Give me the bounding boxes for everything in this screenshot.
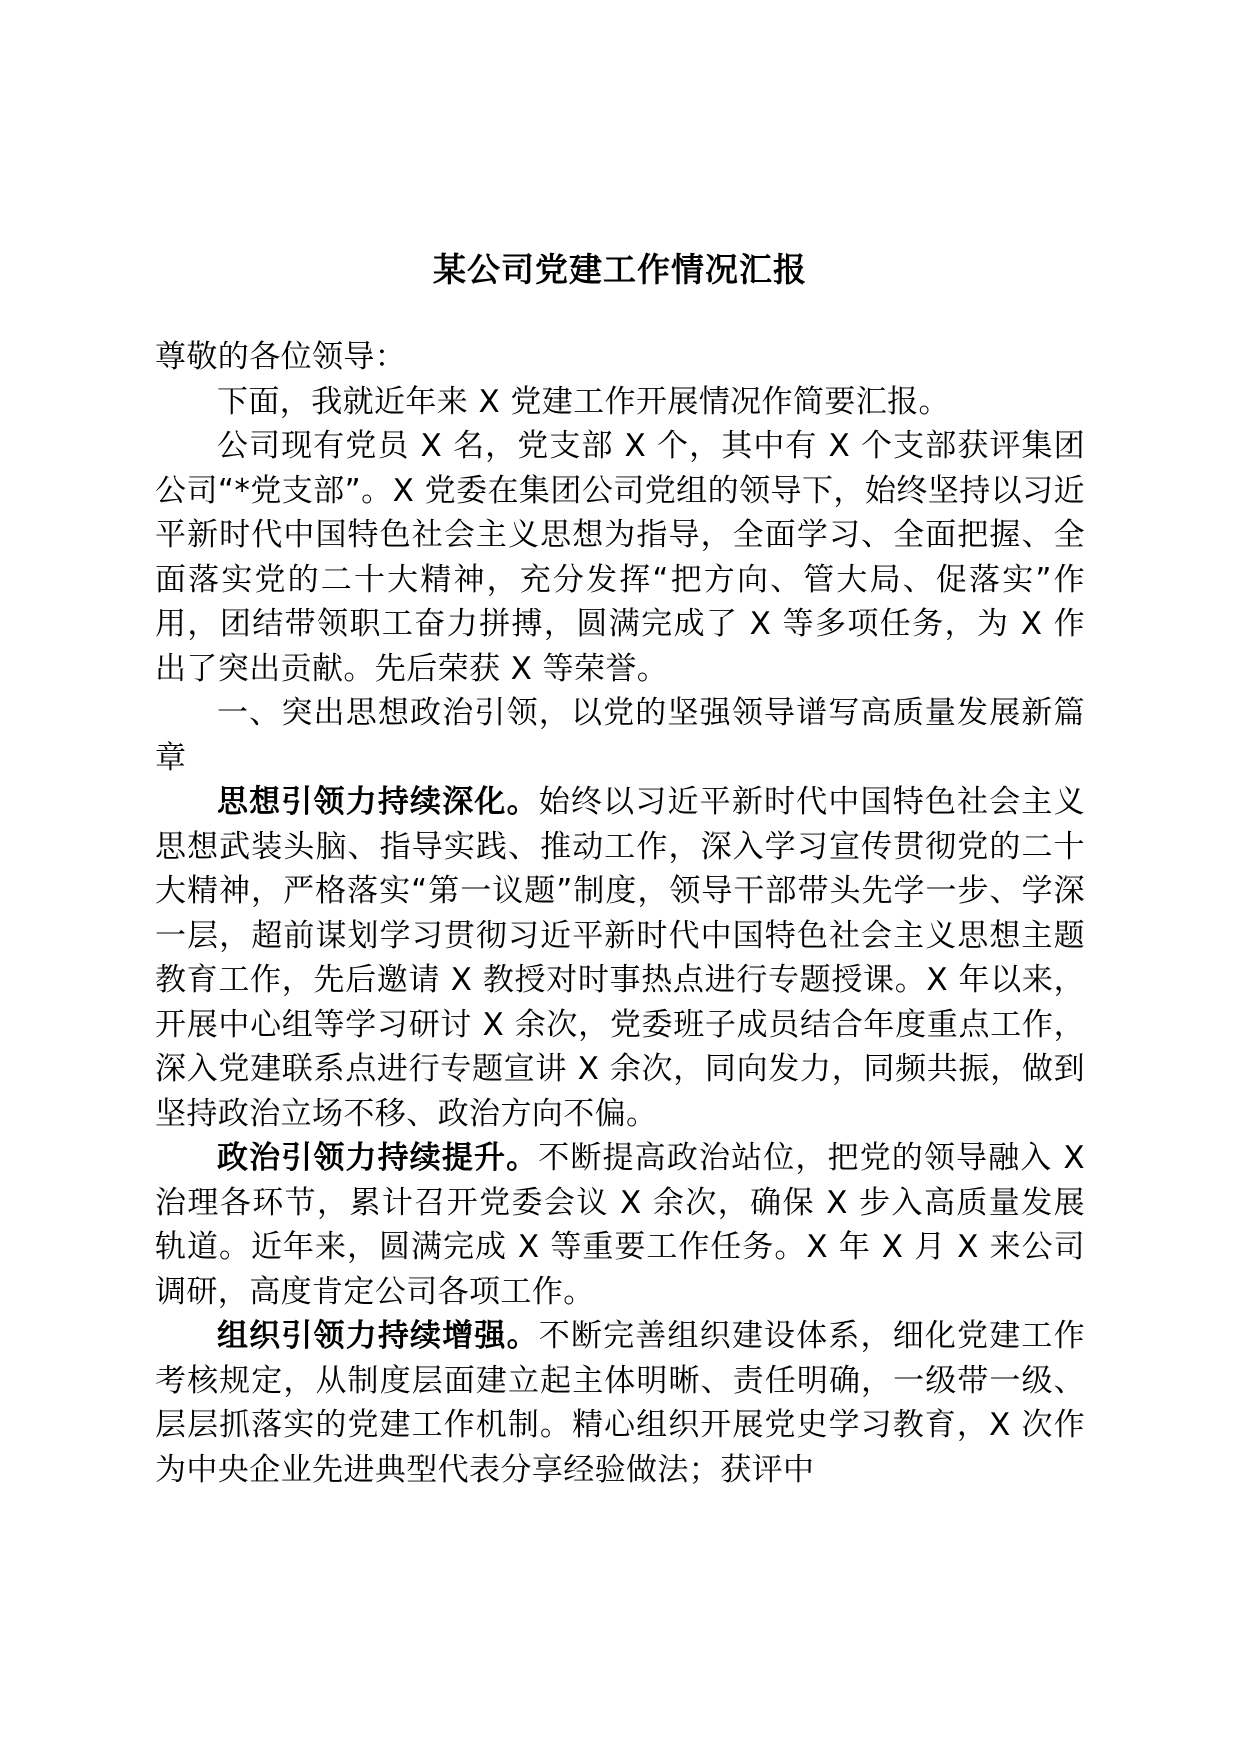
document-body: [155, 335, 1085, 1492]
paragraph-text: 始终以习近平新时代中国特色社会主义思想武装头脑、指导实践、推动工作，深入学习宣传贯彻党的二十大精神，严格落实“第一议题”制度，领导干部带头先学一步、学深一层，超前谋划学习贯彻习近平新时代中国特色社会主义思想主题教育工作，先后邀请 X 教授对时事热点进行专题授课。X 年以来，开展中心组等学习研讨 X 余次，党委班子成员结合年度重点工作，深入党建联系点进行专题宣讲 X 余次，同向发力，同频共振，做到坚持政治立场不移、政治方向不偏。: [155, 784, 1085, 1132]
paragraph-lead-bold: 思想引领力持续深化。: [217, 784, 539, 820]
paragraph-thought: [155, 780, 1085, 1136]
paragraph-political: [155, 1136, 1085, 1314]
paragraph-lead-bold: 政治引领力持续提升。: [217, 1140, 539, 1176]
section-heading: 一、突出思想政治引领，以党的坚强领导谱写高质量发展新篇章: [155, 695, 1085, 776]
paragraph-text: 不断完善组织建设体系，细化党建工作考核规定，从制度层面建立起主体明晰、责任明确，一级带一级、层层抓落实的党建工作机制。精心组织开展党史学习教育，X 次作为中央企业先进典型代表分享经验做法；获评中: [155, 1318, 1085, 1488]
paragraph-overview: 公司现有党员 X 名，党支部 X 个，其中有 X 个支部获评集团公司“*党支部”。X 党委在集团公司党组的领导下，始终坚持以习近平新时代中国特色社会主义思想为指导，全面学习、全面把握、全面落实党的二十大精神，充分发挥“把方向、管大局、促落实”作用，团结带领职工奋力拼搏，圆满完成了 X 等多项任务，为 X 作出了突出贡献。先后荣获 X 等荣誉。: [155, 428, 1085, 687]
paragraph-lead-bold: 组织引领力持续增强。: [217, 1318, 539, 1354]
salutation: 尊敬的各位领导：: [155, 339, 407, 375]
paragraph-organization: [155, 1314, 1085, 1492]
paragraph-text: 不断提高政治站位，把党的领导融入 X 治理各环节，累计召开党委会议 X 余次，确保 X 步入高质量发展轨道。近年来，圆满完成 X 等重要工作任务。X 年 X 月 X 来公司调研，高度肯定公司各项工作。: [155, 1140, 1085, 1310]
paragraph-intro: 下面，我就近年来 X 党建工作开展情况作简要汇报。: [217, 383, 950, 420]
document-title: 某公司党建工作情况汇报: [433, 250, 807, 289]
